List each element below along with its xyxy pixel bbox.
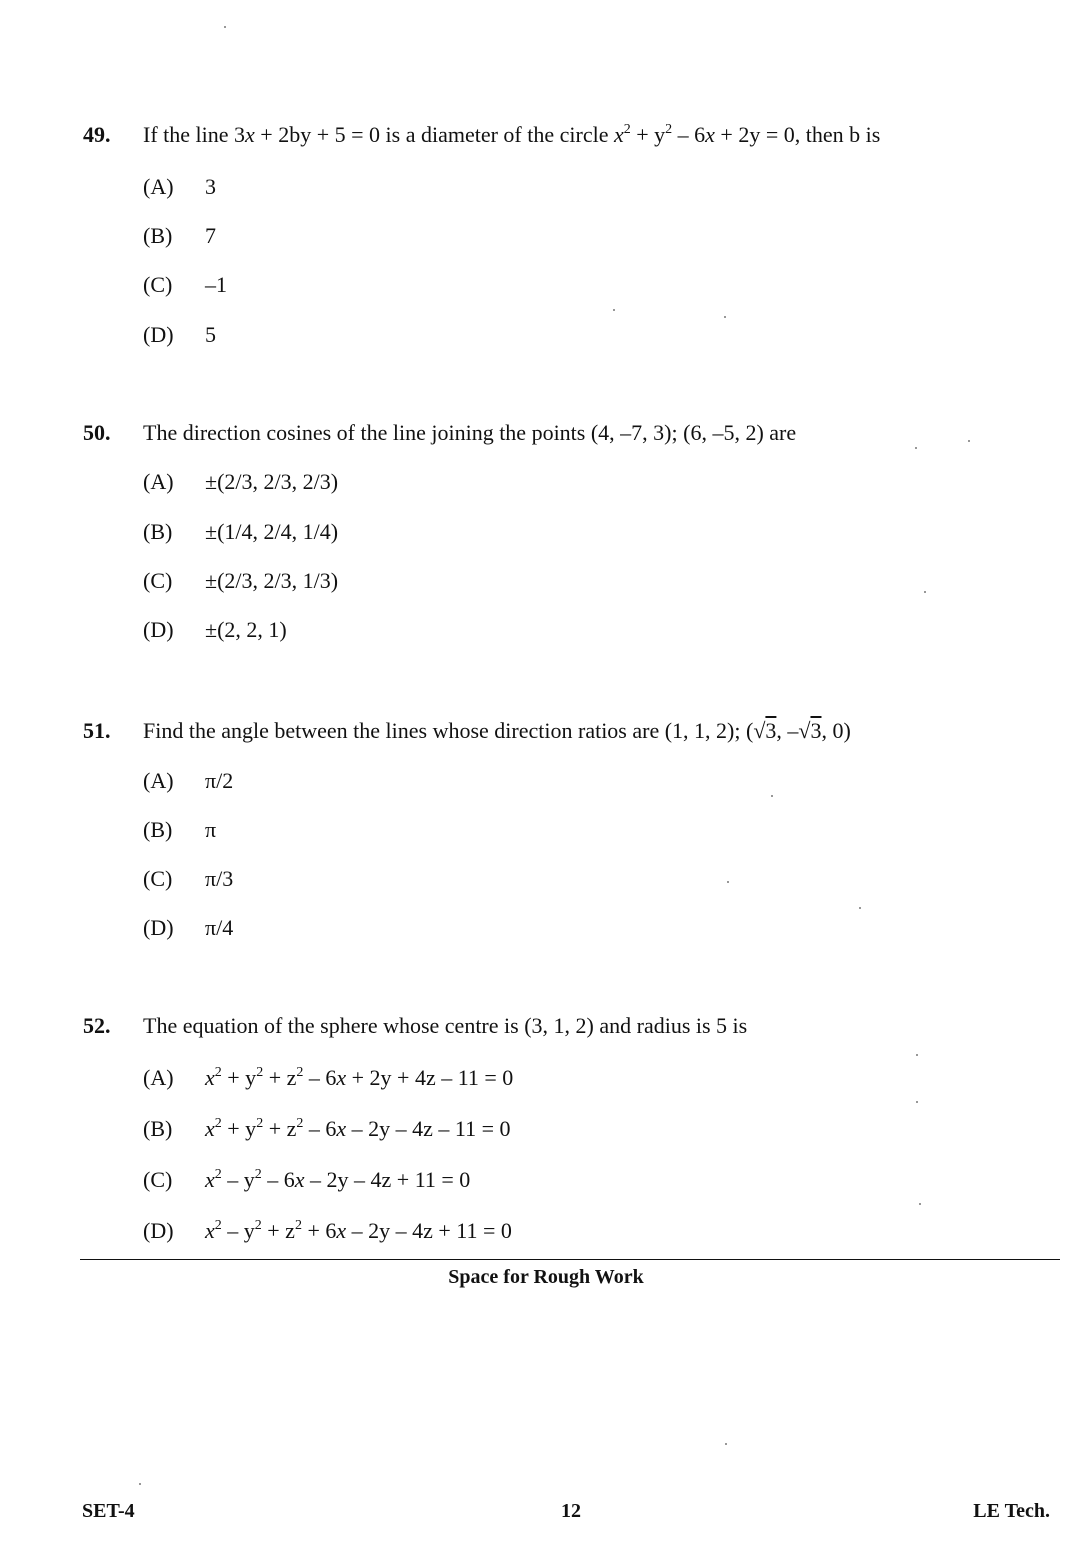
scan-speck (771, 795, 773, 797)
option-d: (D) 5 (143, 322, 216, 347)
option-c: (C) –1 (143, 272, 227, 297)
question-number: 51. (83, 718, 111, 743)
scan-speck (916, 1101, 918, 1103)
option-a: (A) 3 (143, 174, 216, 199)
option-d: (D) ±(2, 2, 1) (143, 617, 287, 642)
question-number: 49. (83, 122, 111, 147)
option-b: (B) 7 (143, 223, 216, 248)
scan-speck (725, 1443, 727, 1445)
question-stem: If the line 3x + 2by + 5 = 0 is a diameter of the circle $x^2 + y^2 - 6x + 2y = 0$, then b is (143, 122, 881, 147)
scan-speck (724, 316, 726, 318)
scan-speck (613, 309, 615, 311)
option-b: (B) ±(1/4, 2/4, 1/4) (143, 519, 339, 544)
scan-speck (139, 1483, 141, 1485)
scan-speck (968, 440, 970, 442)
question-number: 50. (83, 420, 111, 445)
scan-speck (727, 881, 729, 883)
scan-speck (924, 591, 926, 593)
rough-work-heading: Space for Rough Work (448, 1266, 644, 1288)
scan-speck (915, 447, 917, 449)
option-b: (B) $x^2 + y^2 + z^2 - 6x - 2y - 4z - 11 = 0$ (143, 1116, 511, 1141)
footer-set-code: SET-4 (82, 1500, 135, 1522)
scan-speck (224, 26, 226, 28)
scan-speck (859, 907, 861, 909)
option-d: (D) π/4 (143, 915, 234, 940)
option-a: (A) $x^2 + y^2 + z^2 - 6x + 2y + 4z - 11 = 0$ (143, 1065, 514, 1090)
footer-page-number: 12 (561, 1500, 581, 1522)
scan-speck (919, 1203, 921, 1205)
option-c: (C) ±(2/3, 2/3, 1/3) (143, 568, 339, 593)
option-a: (A) ±(2/3, 2/3, 2/3) (143, 469, 339, 494)
option-b: (B) π (143, 817, 217, 842)
option-c: (C) $x^2 - y^2 - 6x - 2y - 4z + 11 = 0$ (143, 1167, 471, 1192)
option-d: (D) $x^2 - y^2 + z^2 + 6x - 2y - 4z + 11 = 0$ (143, 1218, 512, 1243)
scan-speck (916, 1054, 918, 1056)
option-c: (C) π/3 (143, 866, 234, 891)
rough-work-divider (80, 1259, 1060, 1260)
question-stem: The equation of the sphere whose centre is (3, 1, 2) and radius is 5 is (143, 1013, 748, 1038)
footer-exam-name: LE Tech. (973, 1500, 1050, 1522)
question-number: 52. (83, 1013, 111, 1038)
question-stem: The direction cosines of the line joining the points (4, –7, 3); (6, –5, 2) are (143, 420, 797, 445)
option-a: (A) π/2 (143, 768, 234, 793)
question-stem: Find the angle between the lines whose direction ratios are (1, 1, 2); (√3, –√3, 0) (143, 718, 851, 743)
